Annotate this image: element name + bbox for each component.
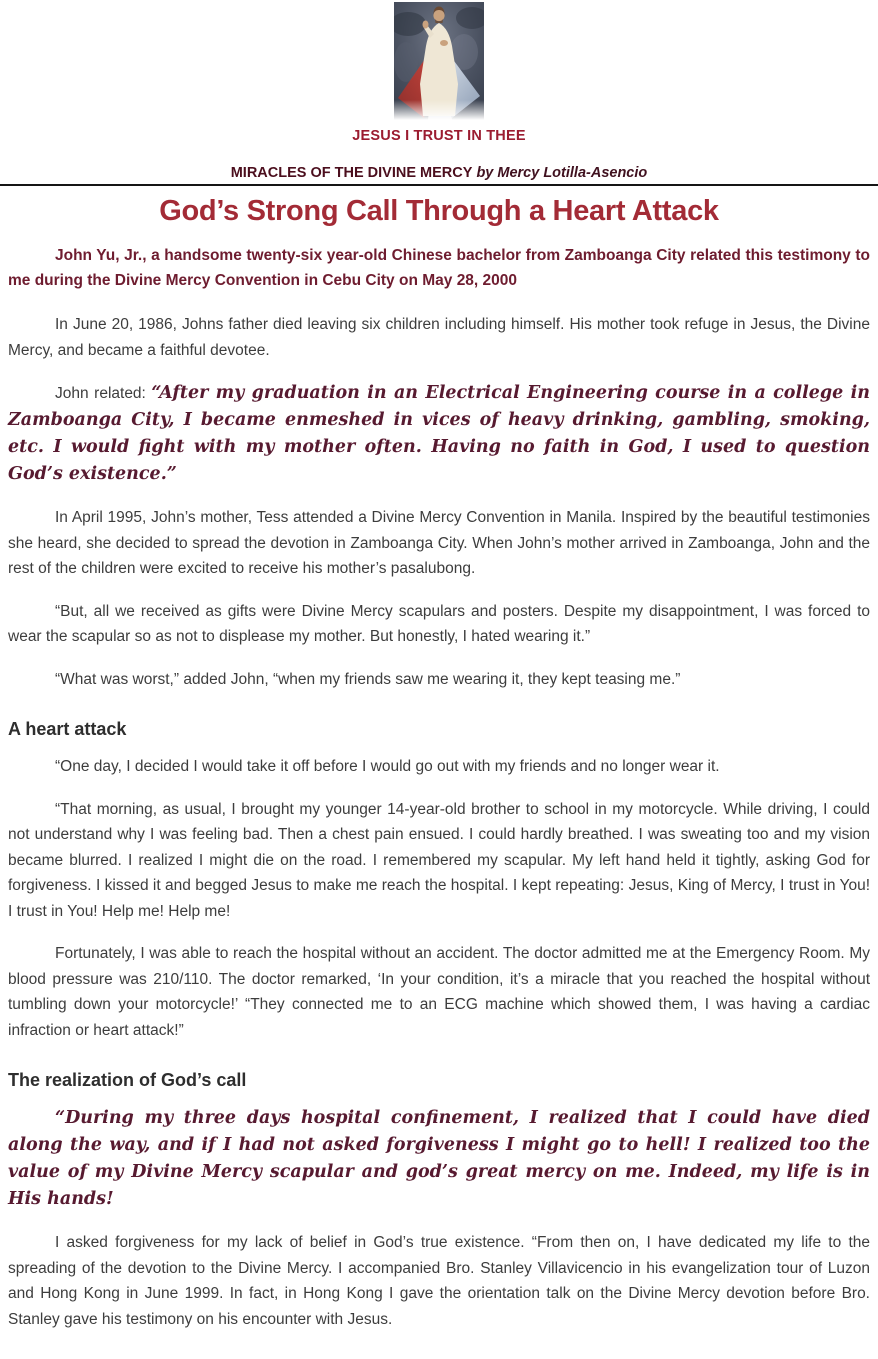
quote-text: “After my graduation in an Electrical Engineering course in a college in Zamboanga City, I became enmeshed in vices of heavy drinking, gambling, smoking, etc. I would fight with my mother often. Having no faith in God, I used to question God’s existence.”: [8, 383, 870, 484]
paragraph-take-off: “One day, I decided I would take it off before I would go out with my friends and no longer wear it.: [55, 758, 720, 775]
article-title: God’s Strong Call Through a Heart Attack: [159, 195, 719, 227]
section-heading-realization: The realization of God’s call: [8, 1070, 247, 1090]
paragraph-april-1995: In April 1995, John’s mother, Tess attended a Divine Mercy Convention in Manila. Inspired by the beautiful testimonies she heard, she decided to spread the devotion in Zamboanga City. When John’s mother arrived in Zamboanga, John and the rest of the children were excited to receive his mother’s pasalubong.: [8, 509, 870, 577]
series-title: MIRACLES OF THE DIVINE MERCY: [230, 165, 473, 181]
paragraph-scapulars: “But, all we received as gifts were Divine Mercy scapulars and posters. Despite my disappointment, I was forced to wear the scapular so as not to displease my mother. But honestly, I hated wearing it.”: [8, 602, 870, 645]
divine-mercy-image-wrap: [0, 2, 878, 120]
image-caption: JESUS I TRUST IN THEE: [352, 128, 526, 144]
series-header: [0, 165, 878, 186]
paragraph-that-morning: “That morning, as usual, I brought my younger 14-year-old brother to school in my motorcycle. While driving, I could not understand why I was feeling bad. Then a chest pain ensued. I could hardly breathed. I was sweating too and my vision became blurred. I realized I might die on the road. I remembered my scapular. My left hand held it tightly, asking God for forgiveness. I kissed it and begged Jesus to make me reach the hospital. I kept repeating: Jesus, King of Mercy, I trust in You! I trust in You! Help me! Help me!: [8, 800, 870, 920]
paragraph-father-died: In June 20, 1986, Johns father died leaving six children including himself. His mother took refuge in Jesus, the Divine Mercy, and became a faithful devotee.: [8, 316, 870, 359]
quote-lead: John related:: [55, 385, 152, 402]
divine-mercy-jesus-image: [394, 2, 484, 120]
quote-paragraph-graduation: [8, 380, 870, 488]
quote-text: “During my three days hospital confinement, I realized that I could have died along the way, and if I had not asked forgiveness I might go to hell! I realized too the value of my Divine Mercy scapular and god’s great mercy on me. Indeed, my life is in His hands!: [8, 1108, 870, 1209]
paragraph-fortunately: Fortunately, I was able to reach the hospital without an accident. The doctor admitted me at the Emergency Room. My blood pressure was 210/110. The doctor remarked, ‘In your condition, it’s a miracle that you reached the hospital without tumbling down your motorcycle!’ “They connected me to an ECG machine which showed them, I was having a cardiac infraction or heart attack!”: [8, 945, 870, 1039]
intro-paragraph: John Yu, Jr., a handsome twenty-six year-old Chinese bachelor from Zamboanga City related this testimony to me during the Divine Mercy Convention in Cebu City on May 28, 2000: [8, 247, 870, 289]
quote-paragraph-confinement: [8, 1105, 870, 1213]
series-byline: by Mercy Lotilla-Asencio: [476, 165, 648, 181]
section-heading-heart-attack: A heart attack: [8, 719, 127, 739]
paragraph-forgiveness: I asked forgiveness for my lack of belief in God’s true existence. “From then on, I have dedicated my life to the spreading of the devotion to the Divine Mercy. I accompanied Bro. Stanley Villavicencio in his evangelization tour of Luzon and Hong Kong in June 1999. In fact, in Hong Kong I gave the orientation talk on the Divine Mercy devotion before Bro. Stanley gave his testimony on his encounter with Jesus.: [8, 1234, 870, 1328]
paragraph-teasing: “What was worst,” added John, “when my friends saw me wearing it, they kept teasing me.”: [55, 670, 681, 688]
